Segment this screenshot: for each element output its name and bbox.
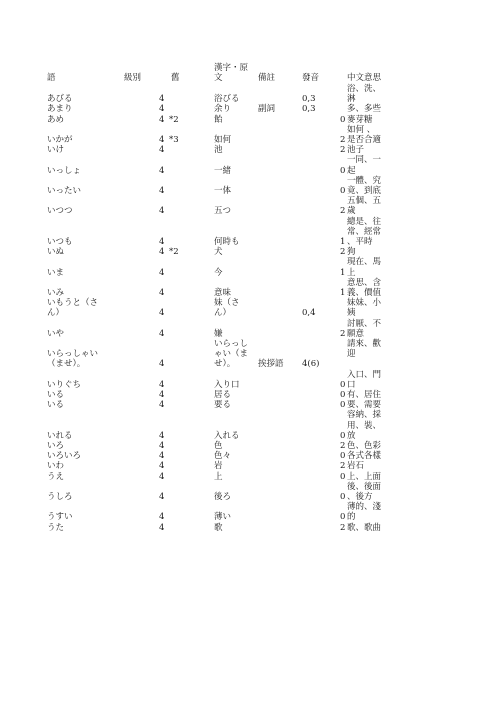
entry-reading: いらっしゃい [47,349,99,360]
entry-level: 4 [159,461,165,472]
entry-level: 4 [159,237,165,247]
entry-accent: 1 [340,237,346,247]
entry-meaning: 後、後面 [347,481,382,492]
entry-kanji: 一体 [214,186,232,196]
header-meaning: 中文意思 [347,73,382,83]
entry-level: 4 [159,186,165,196]
entry-kanji: 如何 [214,135,232,145]
entry-meaning: 狗 [347,247,356,258]
entry-pitch: 4(6) [302,359,320,370]
entry-meaning: 請來、歡 [347,339,382,349]
entry-meaning: 是否合適 [347,135,382,145]
entry-kanji: 余り [214,104,232,115]
entry-accent: 0 [340,451,346,462]
entry-meaning: 一同、一 [347,155,382,166]
entry-level: 4 [159,165,165,176]
entry-meaning: 常、經常 [347,226,382,237]
entry-accent: 0 [340,471,346,482]
entry-reading: あめ [47,114,65,125]
entry-reading: いけ [47,145,65,156]
entry-level: 4 [159,512,165,523]
entry-kanji: 居る [214,390,232,400]
header-note: 備註 [258,73,276,83]
entry-meaning: 五個、五 [347,196,382,207]
entry-level: 4 [159,359,165,370]
entry-kanji: 何時も [214,237,240,247]
entry-meaning: 浴、洗、 [347,84,382,94]
entry-kanji: 岩 [214,461,223,472]
entry-level: 4 [159,451,165,462]
entry-reading: うすい [47,512,73,523]
entry-meaning: 要、需要 [347,400,382,411]
entry-meaning: 如何 、 [347,124,376,135]
entry-level: 4 [159,114,165,125]
entry-meaning: 義、價值 [347,288,382,298]
entry-meaning: 色、色彩 [347,441,382,451]
entry-meaning: 、後方 [347,492,373,502]
entry-kanji: 今 [214,267,223,278]
entry-reading: いろいろ [47,451,82,462]
entry-kanji: せ）。 [214,359,236,370]
entry-kanji: ゃい（ま [214,349,249,360]
entry-reading: いや [47,328,65,339]
entry-meaning: 麥芽糖 [347,114,373,125]
entry-reading: あびる [47,94,73,105]
entry-reading: ん） [47,308,65,319]
entry-meaning: 姨 [347,308,356,319]
entry-level: 4 [159,430,165,441]
entry-meaning: 薄的、淺 [347,502,382,513]
entry-kanji: 要る [214,400,232,411]
entry-meaning: 多、多些 [347,104,382,115]
entry-level: 4 [159,288,165,298]
entry-old-level: *3 [169,135,179,145]
entry-accent: 2 [340,461,346,472]
entry-kanji: 歌 [214,522,223,533]
entry-meaning: 迎 [347,349,356,360]
entry-level: 4 [159,400,165,411]
entry-pitch: 0,3 [302,104,316,115]
entry-reading: うた [47,522,65,533]
entry-kanji: 意味 [214,288,232,298]
entry-accent: 2 [340,247,346,258]
entry-accent: 0 [340,165,346,176]
entry-old-level: *2 [169,114,179,125]
entry-level: 4 [159,206,165,217]
entry-accent: 0 [340,379,346,390]
entry-pitch: 0,4 [302,308,316,319]
entry-meaning: 討厭、不 [347,318,382,329]
header-reading: 語 [47,73,56,83]
entry-reading: いみ [47,288,65,298]
entry-meaning: 岩石 [347,461,365,472]
entry-accent: 0 [340,390,346,400]
entry-meaning: 用、裝、 [347,420,382,431]
entry-pitch: 0,3 [302,94,316,105]
entry-level: 4 [159,135,165,145]
entry-accent: 2 [340,206,346,217]
entry-level: 4 [159,267,165,278]
entry-level: 4 [159,94,165,105]
entry-kanji: 上 [214,471,223,482]
entry-meaning: 有、居住 [347,390,382,400]
entry-accent: 0 [340,400,346,411]
entry-accent: 2 [340,135,346,145]
entry-meaning: 竟、到底 [347,186,382,196]
header-kanji-line2: 文 [214,73,223,83]
entry-level: 4 [159,379,165,390]
entry-reading: いったい [47,186,82,196]
entry-meaning: 入口、門 [347,369,382,380]
entry-kanji: 犬 [214,247,223,258]
entry-meaning: 各式各樣 [347,451,382,462]
entry-level: 4 [159,247,165,258]
entry-kanji: 五つ [214,206,232,217]
entry-level: 4 [159,471,165,482]
entry-level: 4 [159,390,165,400]
entry-meaning: 願意 [347,328,365,339]
header-level: 級別 [124,73,142,83]
entry-accent: 0 [340,430,346,441]
entry-reading: いつも [47,237,73,247]
entry-reading: いっしょ [47,165,82,176]
entry-meaning: 、平時 [347,237,373,247]
entry-kanji: 薄い [214,512,232,523]
entry-reading: うえ [47,471,65,482]
entry-meaning: 起 [347,165,356,176]
entry-level: 4 [159,104,165,115]
entry-accent: 1 [340,267,346,278]
entry-reading: いる [47,400,65,411]
entry-reading: いろ [47,441,65,451]
entry-level: 4 [159,328,165,339]
entry-kanji: 飴 [214,114,223,125]
entry-reading: いりぐち [47,379,82,390]
entry-meaning: 放 [347,430,356,441]
entry-kanji: 嫌 [214,328,223,339]
entry-meaning: 的 [347,512,356,523]
entry-reading: いる [47,390,65,400]
entry-meaning: 口 [347,379,356,390]
entry-level: 4 [159,145,165,156]
entry-kanji: 入り口 [214,379,240,390]
entry-meaning: 上 [347,267,356,278]
entry-accent: 1 [340,288,346,298]
entry-meaning: 一體、究 [347,175,382,186]
entry-meaning: 容納、採 [347,410,382,421]
entry-reading: いわ [47,461,65,472]
entry-kanji: ん） [214,308,232,319]
entry-meaning: 現在、馬 [347,257,382,268]
entry-reading: うしろ [47,492,73,502]
entry-level: 4 [159,441,165,451]
entry-kanji: 妹（さ [214,298,240,309]
header-old: 舊 [171,73,180,83]
entry-level: 4 [159,492,165,502]
entry-old-level: *2 [169,247,179,258]
entry-meaning: 意思、含 [347,277,382,288]
entry-reading: いま [47,267,65,278]
entry-kanji: 一緒 [214,165,232,176]
entry-reading: いれる [47,430,73,441]
entry-reading: いぬ [47,247,65,258]
entry-meaning: 池子 [347,145,365,156]
entry-meaning: 淋 [347,94,356,105]
entry-kanji: 色 [214,441,223,451]
header-kanji-line1: 漢字・原 [214,63,249,73]
entry-accent: 2 [340,441,346,451]
entry-accent: 2 [340,522,346,533]
entry-reading: いもうと（さ [47,298,99,309]
entry-accent: 0 [340,114,346,125]
entry-kanji: いらっし [214,339,249,349]
entry-note: 副詞 [258,104,276,115]
entry-meaning: 妹妹、小 [347,298,382,309]
entry-kanji: 後ろ [214,492,232,502]
entry-reading: （ませ）。 [47,359,86,370]
entry-meaning: 上、上面 [347,471,382,482]
entry-note: 挨拶語 [258,359,284,370]
entry-meaning: 總是、往 [347,216,382,227]
entry-accent: 0 [340,512,346,523]
header-pitch: 發音 [302,73,320,83]
entry-meaning: 歌、歌曲 [347,522,382,533]
entry-accent: 0 [340,186,346,196]
entry-reading: いつつ [47,206,73,217]
entry-kanji: 入れる [214,430,240,441]
entry-meaning: 歲 [347,206,356,217]
entry-accent: 0 [340,492,346,502]
entry-kanji: 池 [214,145,223,156]
entry-kanji: 色々 [214,451,232,462]
entry-level: 4 [159,308,165,319]
entry-kanji: 浴びる [214,94,240,105]
entry-reading: あまり [47,104,73,115]
entry-reading: いかが [47,135,73,145]
entry-level: 4 [159,522,165,533]
entry-accent: 2 [340,145,346,156]
entry-accent: 2 [340,328,346,339]
